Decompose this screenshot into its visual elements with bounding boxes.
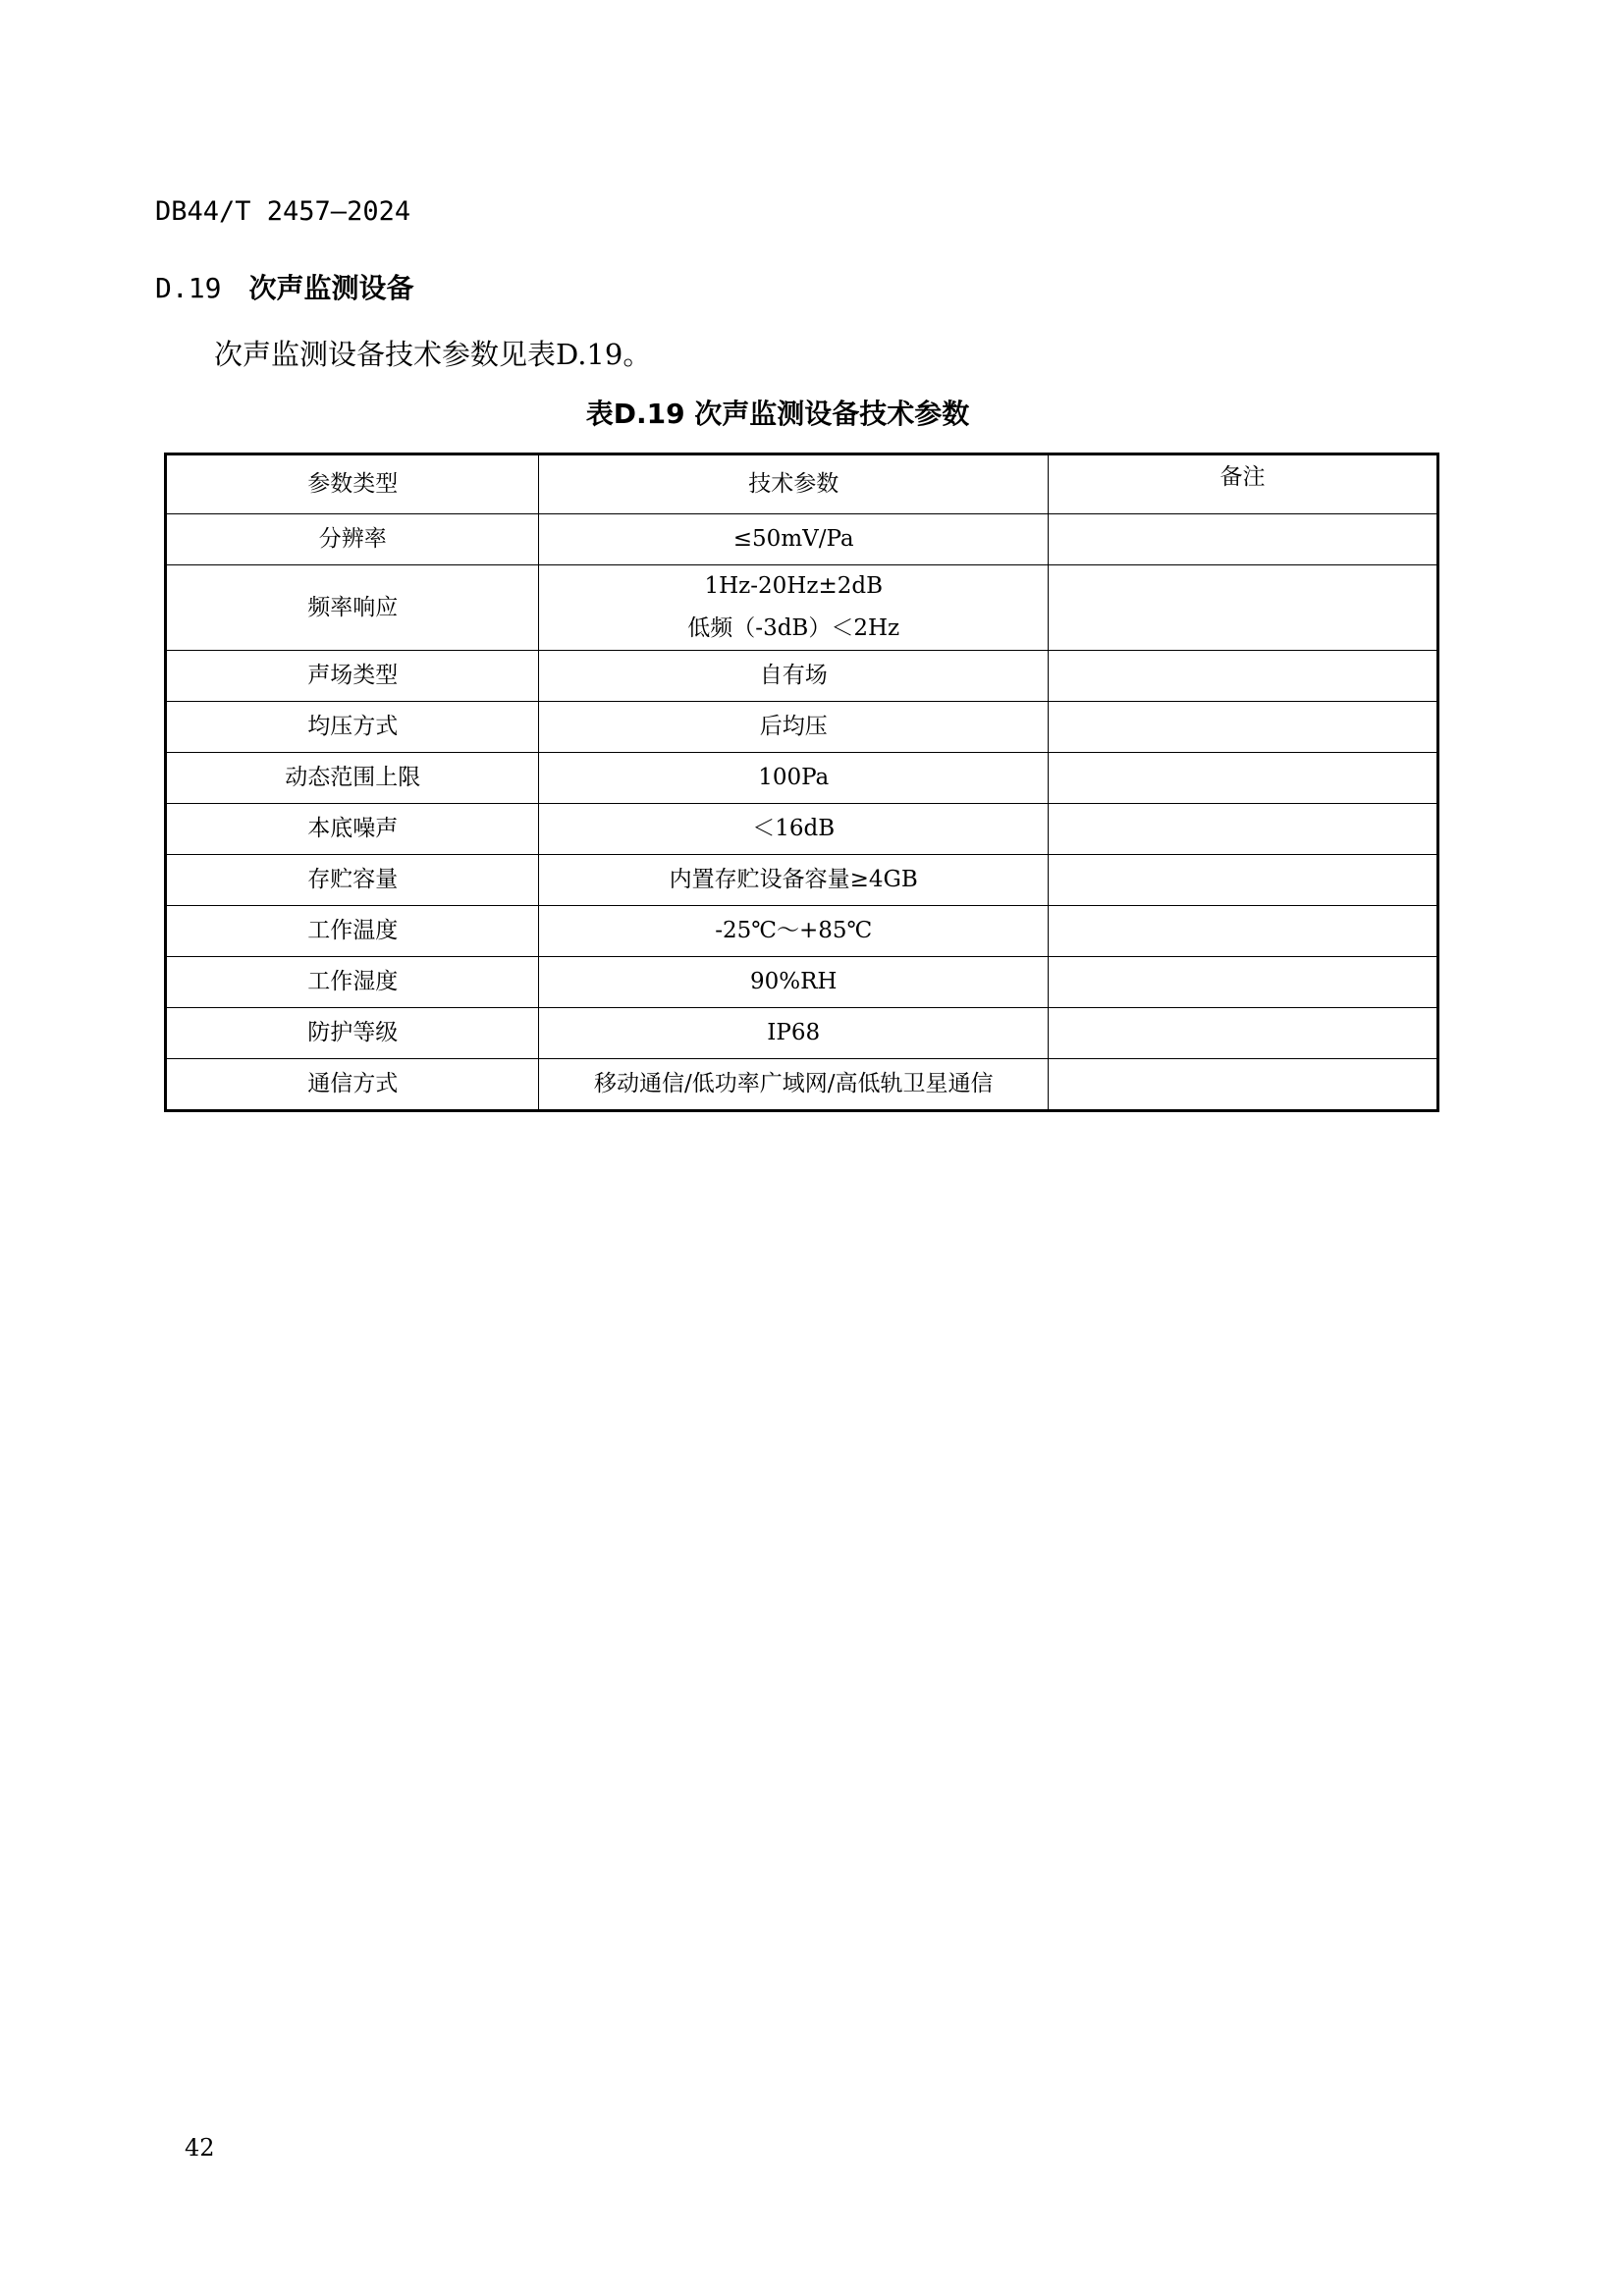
param-cell: 均压方式 [166, 702, 539, 753]
param-cell: 分辨率 [166, 514, 539, 565]
table-row [166, 804, 1438, 855]
note-cell [1048, 702, 1437, 753]
param-cell: 工作温度 [166, 906, 539, 957]
table-row [166, 855, 1438, 906]
spec-cell: ≤50mV/Pa [539, 514, 1049, 565]
table-row [166, 651, 1438, 702]
param-cell: 通信方式 [166, 1059, 539, 1111]
note-cell [1048, 565, 1437, 651]
note-cell [1048, 1008, 1437, 1059]
document-number: DB44/T 2457—2024 [155, 196, 411, 227]
note-cell [1048, 753, 1437, 804]
spec-cell: 后均压 [539, 702, 1049, 753]
spec-cell: -25℃～+85℃ [539, 906, 1049, 957]
table-row [166, 702, 1438, 753]
spec-cell: 自有场 [539, 651, 1049, 702]
table-row [166, 753, 1438, 804]
note-cell [1048, 651, 1437, 702]
spec-cell: 内置存贮设备容量≥4GB [539, 855, 1049, 906]
param-cell: 动态范围上限 [166, 753, 539, 804]
spec-cell: ＜16dB [539, 804, 1049, 855]
table-row [166, 906, 1438, 957]
page-number: 42 [185, 2134, 215, 2162]
param-cell: 声场类型 [166, 651, 539, 702]
spec-cell: 90%RH [539, 957, 1049, 1008]
section-title: 次声监测设备 [248, 272, 414, 304]
header-notes: 备注 [1048, 454, 1437, 514]
param-cell: 存贮容量 [166, 855, 539, 906]
note-cell [1048, 957, 1437, 1008]
param-cell: 频率响应 [166, 565, 539, 651]
table-row [166, 514, 1438, 565]
intro-paragraph: 次声监测设备技术参数见表D.19。 [214, 338, 652, 371]
spec-cell: 100Pa [539, 753, 1049, 804]
note-cell [1048, 1059, 1437, 1111]
table-row [166, 1008, 1438, 1059]
table-row [166, 565, 1438, 651]
parameters-table [164, 453, 1439, 1112]
note-cell [1048, 804, 1437, 855]
spec-cell: 移动通信/低功率广域网/高低轨卫星通信 [539, 1059, 1049, 1111]
note-cell [1048, 855, 1437, 906]
param-cell: 本底噪声 [166, 804, 539, 855]
table-header-row [166, 454, 1438, 514]
spec-cell: IP68 [539, 1008, 1049, 1059]
table-row [166, 1059, 1438, 1111]
section-number: D.19 [155, 272, 222, 304]
param-cell: 防护等级 [166, 1008, 539, 1059]
header-tech-spec: 技术参数 [539, 454, 1049, 514]
spec-cell [539, 565, 1049, 651]
spec-line: 1Hz-20Hz±2dB [704, 573, 883, 599]
header-param-type: 参数类型 [166, 454, 539, 514]
table-caption: 表D.19 次声监测设备技术参数 [585, 398, 970, 430]
note-cell [1048, 906, 1437, 957]
spec-line: 低频（-3dB）＜2Hz [687, 615, 900, 641]
param-cell: 工作湿度 [166, 957, 539, 1008]
table-row [166, 957, 1438, 1008]
section-heading [155, 267, 413, 306]
note-cell [1048, 514, 1437, 565]
